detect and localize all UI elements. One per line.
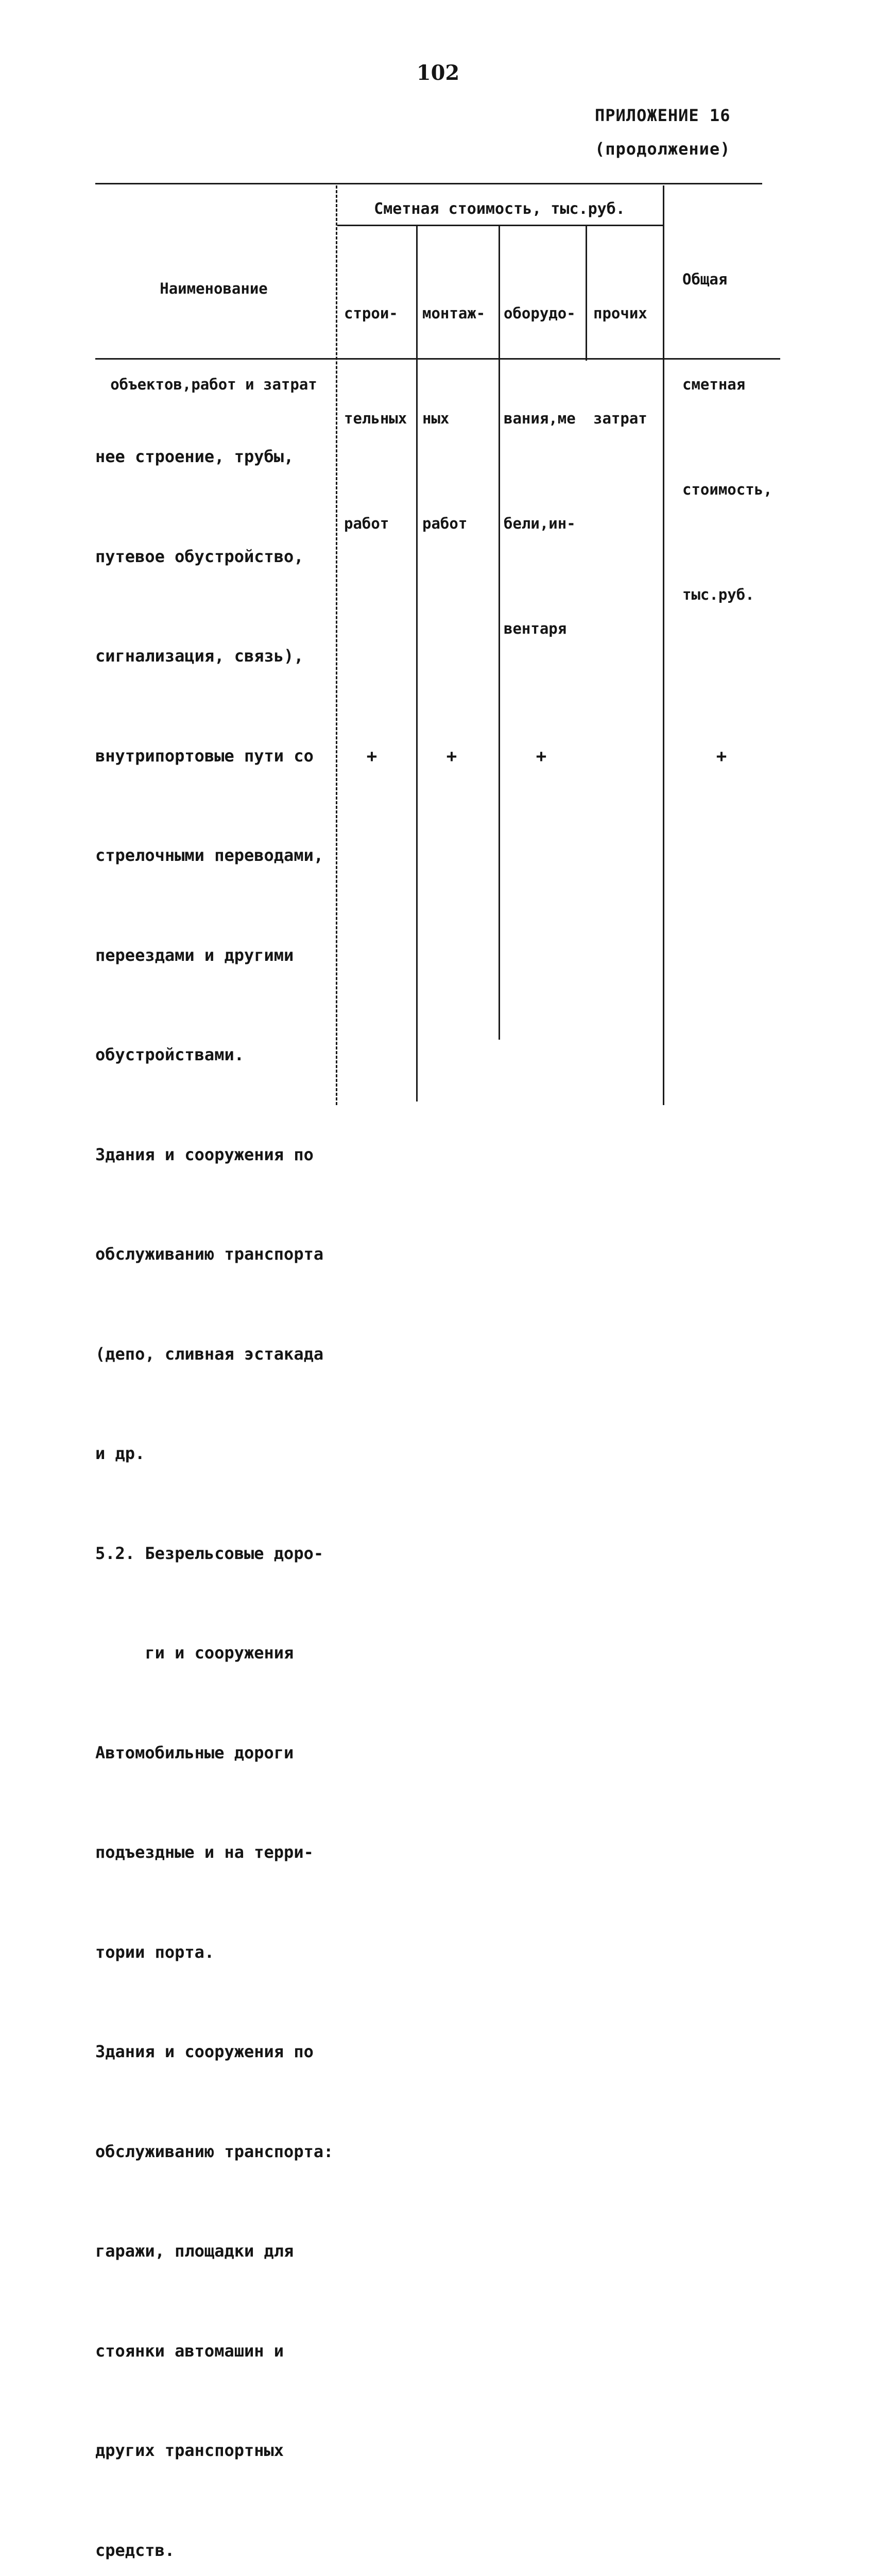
header-construction-line-1: строи-	[344, 304, 398, 322]
body-line: переездами и другими	[95, 945, 294, 965]
header-installation-line-1: монтаж-	[422, 304, 486, 322]
body-line: Здания и сооружения по	[95, 2042, 314, 2061]
body-line: других транспортных	[95, 2441, 284, 2460]
header-total-line-4: тыс.руб.	[682, 586, 754, 603]
body-line: обустройствами.	[95, 1045, 244, 1064]
header-other-line-1: прочих	[593, 304, 647, 322]
body-line-section-5-2: 5.2. Безрельсовые доро-	[95, 1543, 324, 1563]
column-divider-name	[336, 185, 337, 1105]
column-divider-other	[663, 185, 664, 1105]
header-installation-works	[422, 226, 485, 576]
header-other-costs	[593, 226, 647, 471]
header-name-line-2: объектов,работ и затрат	[110, 376, 317, 393]
body-line: обслуживанию транспорта:	[95, 2141, 334, 2161]
body-line: сигнализация, связь),	[95, 646, 304, 666]
column-divider-equipment	[586, 226, 587, 361]
body-line: внутрипортовые пути со	[95, 745, 314, 766]
appendix-subtitle: (продолжение)	[595, 139, 731, 159]
header-total-line-3: стоимость,	[682, 481, 772, 498]
body-line: нее строение, трубы,	[95, 447, 294, 466]
body-line: ги и сооружения	[95, 1643, 294, 1663]
body-line: путевое обустройство,	[95, 546, 304, 566]
header-equipment-line-2: вания,ме	[504, 410, 576, 427]
mark-installation: +	[446, 746, 457, 767]
header-total-cost	[682, 192, 772, 647]
body-line: средств.	[95, 2540, 175, 2560]
header-total-line-1: Общая	[682, 270, 728, 288]
body-line: и др.	[95, 1444, 145, 1463]
header-equipment-line-3: бели,ин-	[504, 515, 576, 532]
body-line: тории порта.	[95, 1942, 215, 1962]
body-line: стрелочными переводами,	[95, 845, 324, 865]
table-body-text	[95, 374, 333, 2576]
mark-total: +	[716, 746, 727, 767]
header-construction-works	[344, 226, 407, 576]
header-equipment-line-4: вентаря	[504, 620, 567, 637]
header-construction-line-3: работ	[344, 515, 389, 532]
body-line: стоянки автомашин и	[95, 2341, 284, 2361]
mark-equipment: +	[536, 746, 547, 767]
column-divider-construction	[416, 226, 418, 1101]
header-installation-line-2: ных	[422, 410, 450, 427]
body-line: обслуживанию транспорта	[95, 1244, 324, 1264]
header-name-line-1: Наименование	[160, 280, 268, 297]
header-equipment-line-1: оборудо-	[504, 304, 576, 322]
body-line: подъездные и на терри-	[95, 1842, 314, 1862]
header-installation-line-3: работ	[422, 515, 468, 532]
header-group-title: Сметная стоимость, тыс.руб.	[374, 200, 625, 218]
body-line: (депо, сливная эстакада	[95, 1344, 324, 1364]
column-divider-installation	[499, 226, 500, 1040]
header-total-line-2: сметная	[682, 376, 746, 393]
mark-construction: +	[366, 746, 377, 767]
table-top-rule	[95, 183, 762, 184]
body-line: Автомобильные дороги	[95, 1742, 294, 1762]
header-construction-line-2: тельных	[344, 410, 407, 427]
header-equipment	[504, 226, 576, 681]
body-line: гаражи, площадки для	[95, 2241, 294, 2261]
appendix-title: ПРИЛОЖЕНИЕ 16	[595, 106, 731, 125]
body-line: Здания и сооружения по	[95, 1144, 314, 1164]
page-number: 102	[416, 61, 460, 85]
header-other-line-2: затрат	[593, 410, 647, 427]
